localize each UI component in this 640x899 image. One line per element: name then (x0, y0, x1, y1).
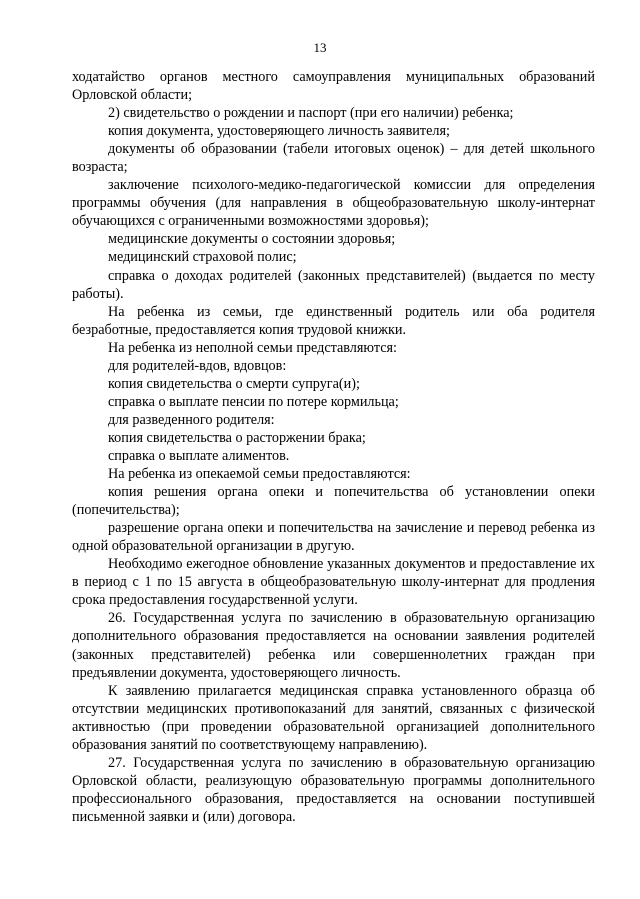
paragraph: На ребенка из неполной семьи представляются: (108, 339, 397, 356)
paragraph: справка о выплате пенсии по потере кормильца; (108, 393, 399, 410)
paragraph: ходатайство органов местного самоуправления муниципальных образований Орловской области; (72, 69, 595, 104)
paragraph: разрешение органа опеки и попечительства на зачисление и перевод ребенка из одной образовательной организации в другую. (72, 520, 595, 555)
paragraph: 26. Государственная услуга по зачислению в образовательную организацию дополнительного образования предоставляется на основании заявления родителей (законных представителей) ребенка или совершеннолетних граждан при предъявлении документа, удостоверяющего личность. (72, 610, 595, 681)
paragraph: для родителей-вдов, вдовцов: (108, 357, 287, 374)
paragraph: копия свидетельства о расторжении брака; (108, 429, 366, 446)
paragraph: копия свидетельства о смерти супруга(и); (108, 375, 360, 392)
paragraph: справка о доходах родителей (законных представителей) (выдается по месту работы). (72, 267, 595, 302)
paragraph: 27. Государственная услуга по зачислению в образовательную организацию Орловской области, реализующую образовательную программы дополнительного профессионального образования, предоставляется на основании поступившей письменной заявки и (или) договора. (72, 754, 595, 825)
paragraph: копия документа, удостоверяющего личность заявителя; (108, 123, 450, 140)
paragraph: копия решения органа опеки и попечительства об установлении опеки (попечительства); (72, 484, 595, 519)
paragraph: На ребенка из опекаемой семьи предоставляются: (108, 466, 411, 483)
paragraph: Необходимо ежегодное обновление указанных документов и предоставление их в период с 1 по 15 августа в общеобразовательную школу-интернат для продления срока предоставления государственной услуги. (72, 556, 595, 609)
paragraph: для разведенного родителя: (108, 411, 275, 428)
paragraph: 2) свидетельство о рождении и паспорт (при его наличии) ребенка; (108, 105, 514, 122)
paragraph: справка о выплате алиментов. (108, 447, 290, 464)
paragraph: На ребенка из семьи, где единственный родитель или оба родителя безработные, предоставляется копия трудовой книжки. (72, 303, 595, 338)
paragraph: документы об образовании (табели итоговых оценок) – для детей школьного возраста; (72, 141, 595, 176)
paragraph: медицинские документы о состоянии здоровья; (108, 231, 396, 248)
paragraph: заключение психолого-медико-педагогической комиссии для определения программы обучения (для направления в общеобразовательную школу-интернат обучающихся с ограниченными возможностями здоровья); (72, 177, 595, 230)
paragraph: медицинский страховой полис; (108, 249, 297, 266)
document-body (72, 68, 595, 826)
paragraph: К заявлению прилагается медицинская справка установленного образца об отсутствии медицинских противопоказаний для занятий, связанных с физической активностью (при проведении образовательной организацией дополнительного образования занятий по соответствующему направлению). (72, 682, 595, 753)
page-number: 13 (313, 40, 327, 55)
